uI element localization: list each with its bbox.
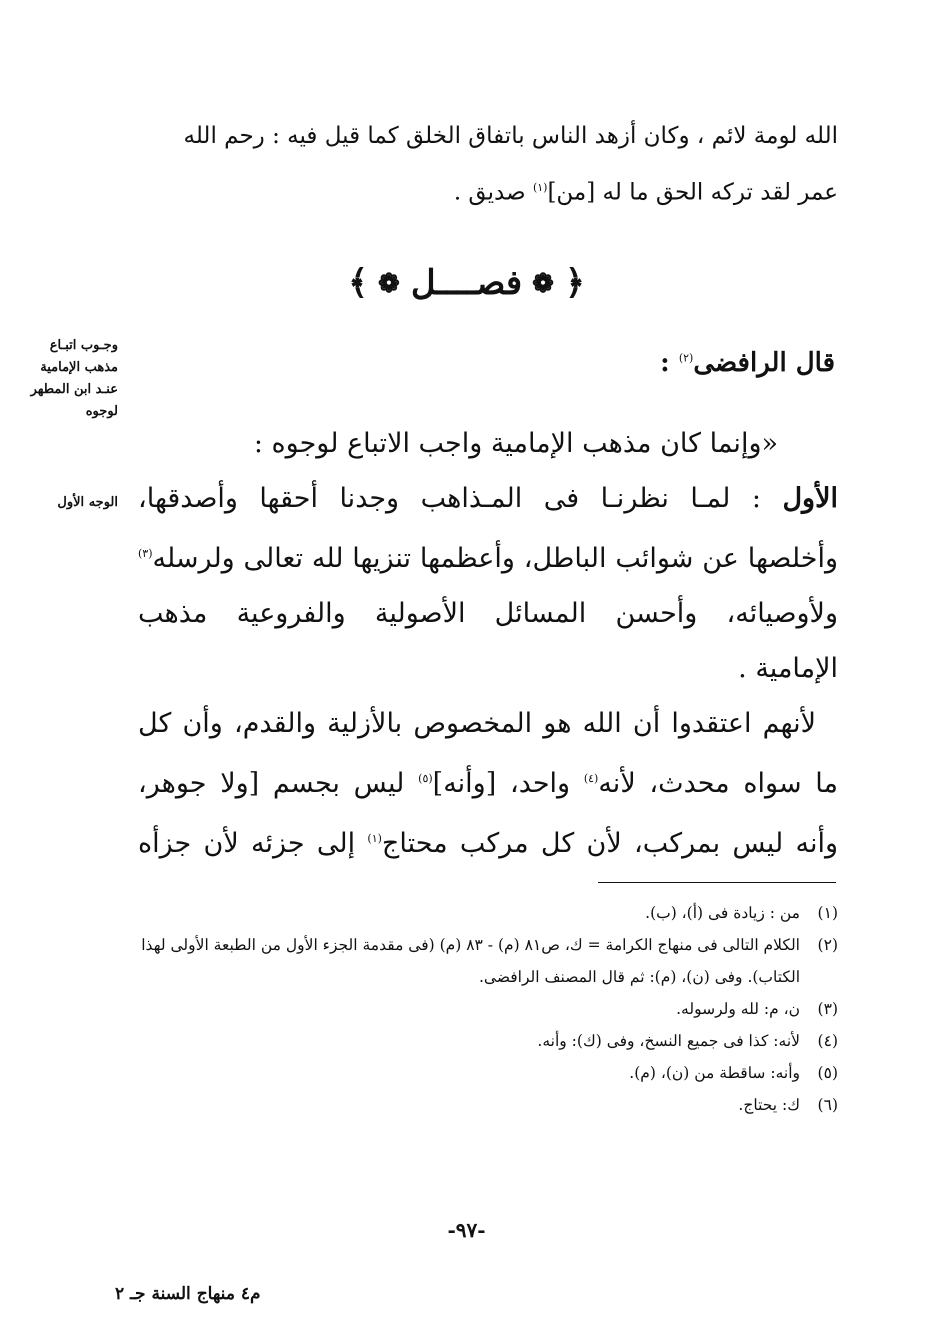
text-line: ولأوصيائه، وأحسن المسائل الأصولية والفروعية مذهب [138,598,838,629]
margin-note-line: وجـوب اتبـاع [49,338,118,353]
footnote-number: (٥) [817,1064,838,1082]
line-text: ما سواه محدث، لأنه [598,768,838,799]
line-text: واحد، [وأنه] [432,768,584,799]
footnote-ref: (١) [367,832,382,845]
section-title: فصــــل [410,263,523,303]
text-line [138,696,838,751]
footnote-ref: (١) [532,181,548,194]
footnote-ref: (٤) [583,772,599,785]
page-number: -٩٧- [447,1218,486,1242]
footnote-text: لأنه: كذا فى جميع النسخ، وفى (ك): وأنه. [537,1032,800,1050]
footnote-divider [598,882,836,883]
opening-text: «وإنما كان مذهب الإمامية واجب الاتباع لوجوه : [253,428,778,459]
footnote-text: من : زيادة فى (أ)، (ب). [645,904,800,922]
margin-note-2 [18,492,118,514]
footnote-number: (٤) [817,1032,838,1050]
footnote [138,1089,838,1121]
ornament-icon: ❁ [532,269,555,299]
section-heading [0,262,933,303]
intro-line-1: الله لومة لائم ، وكان أزهد الناس باتفاق الخلق كما قيل فيه : رحم الله [183,123,838,149]
footnote [138,1025,838,1057]
margin-note-line: مذهب الإمامية [40,360,118,375]
footnote [138,1057,838,1089]
footnote-ref: (٣) [138,547,153,560]
footnote-ref: (٥) [418,772,433,785]
footnote-text: وأنه: ساقطة من (ن)، (م). [629,1064,800,1082]
intro-paragraph [138,110,838,219]
margin-note-1 [18,335,118,423]
margin-note-line: عنـد ابن المطهر [30,382,118,397]
text-line [138,811,838,871]
opening-line [138,416,838,471]
footnote-text: الكلام التالى فى منهاج الكرامة = ك، ص٨١ (م) - ٨٣ (م) (فى مقدمة الجزء الأول من الطبعة الأولى لهذا الكتاب). وفى (ن)، (م): ثم قال المصنف الرافضى. [141,936,800,986]
text-line [138,471,838,526]
footnote [138,897,838,929]
margin-note-line: لوجوه [85,404,118,419]
text-line: الإمامية . [738,653,838,684]
text-line [138,526,838,586]
line-text: وأخلصها عن شوائب الباطل، وأعظمها تنزيها لله تعالى ولرسله [152,543,838,574]
margin-note-line: الوجه الأول [57,495,118,510]
intro-text: صديق . [453,179,533,206]
line-text: لأنهم اعتقدوا أن الله هو المخصوص بالأزلية والقدم، وأن كل [138,708,816,739]
ornament-icon: ❁ [378,269,401,299]
intro-line-2 [138,162,838,219]
footnote-number: (٦) [817,1096,838,1114]
line-text: وأنه ليس بمركب، لأن كل مركب محتاج [381,828,838,859]
text-line [138,751,838,811]
footnotes [138,897,838,1121]
footnote-text: ن، م: لله ولرسوله. [676,1000,800,1018]
footnote-text: ك: يحتاج. [738,1096,800,1114]
bracket-close: ﴾ [348,263,369,303]
main-text [138,416,838,871]
footnote-number: (٢) [817,936,838,954]
first-label: الأول [782,483,838,514]
speaker-label: قال الرافضى [693,348,835,378]
line-text: إلى جزئه لأن جزأه [138,828,368,859]
footnote [138,929,838,993]
footnote-number: (١) [817,904,838,922]
intro-text: عمر لقد تركه الحق ما له [من] [547,179,838,206]
footnote-number: (٣) [817,1000,838,1018]
line-text: : لمـا نظرنـا فى المـذاهب وجدنا أحقها وأصدقها، [138,483,783,514]
line-text: ليس بجسم [ولا جوهر، [138,768,419,799]
speaker-heading [660,348,835,378]
speaker-colon: : [660,348,679,378]
bracket-open: ﴿ [564,263,585,303]
footnote-ref: (٢) [678,351,694,365]
footnote [138,993,838,1025]
printer-signature: م٤ منهاج السنة جـ ٢ [115,1284,261,1304]
